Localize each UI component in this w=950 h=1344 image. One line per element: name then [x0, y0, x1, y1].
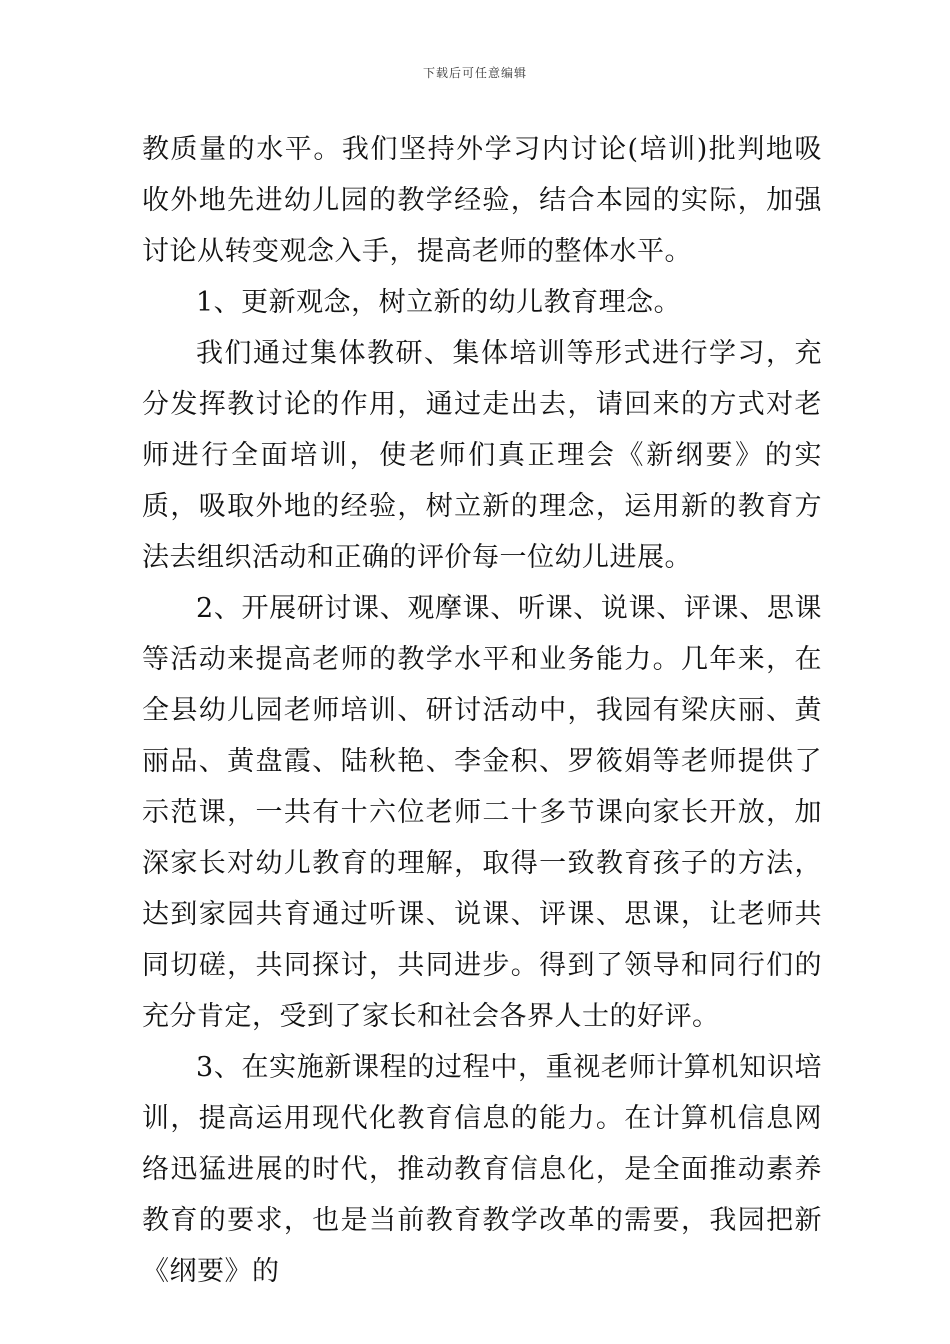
page-header: 下载后可任意编辑 [422, 66, 527, 80]
paragraph-item-1-heading: 1、更新观念，树立新的幼儿教育理念。 [196, 287, 682, 318]
paragraph-item-3: 3、在实施新课程的过程中，重视老师计算机知识培训，提高运用现代化教育信息的能力。在计算机信息网络迅猛进展的时代，推动教育信息化，是全面推动素养教育的要求，也是当前教育教学改革的需要，我园把新《纲要》的 [142, 1052, 822, 1287]
paragraph-intro: 教质量的水平。我们坚持外学习内讨论(培训)批判地吸收外地先进幼儿园的教学经验，结合本园的实际，加强讨论从转变观念入手，提高老师的整体水平。 [142, 134, 822, 267]
document-body [142, 124, 822, 1297]
paragraph-item-2: 2、开展研讨课、观摩课、听课、说课、评课、思课等活动来提高老师的教学水平和业务能力。几年来，在全县幼儿园老师培训、研讨活动中，我园有梁庆丽、黄丽品、黄盘霞、陆秋艳、李金积、罗筱娟等老师提供了示范课，一共有十六位老师二十多节课向家长开放，加深家长对幼儿教育的理解，取得一致教育孩子的方法，达到家园共育通过听课、说课、评课、思课，让老师共同切磋，共同探讨，共同进步。得到了领导和同行们的充分肯定，受到了家长和社会各界人士的好评。 [142, 593, 822, 1032]
paragraph-item-1-body: 我们通过集体教研、集体培训等形式进行学习，充分发挥教讨论的作用，通过走出去，请回来的方式对老师进行全面培训，使老师们真正理会《新纲要》的实质，吸取外地的经验，树立新的理念，运用新的教育方法去组织活动和正确的评价每一位幼儿进展。 [142, 338, 822, 573]
